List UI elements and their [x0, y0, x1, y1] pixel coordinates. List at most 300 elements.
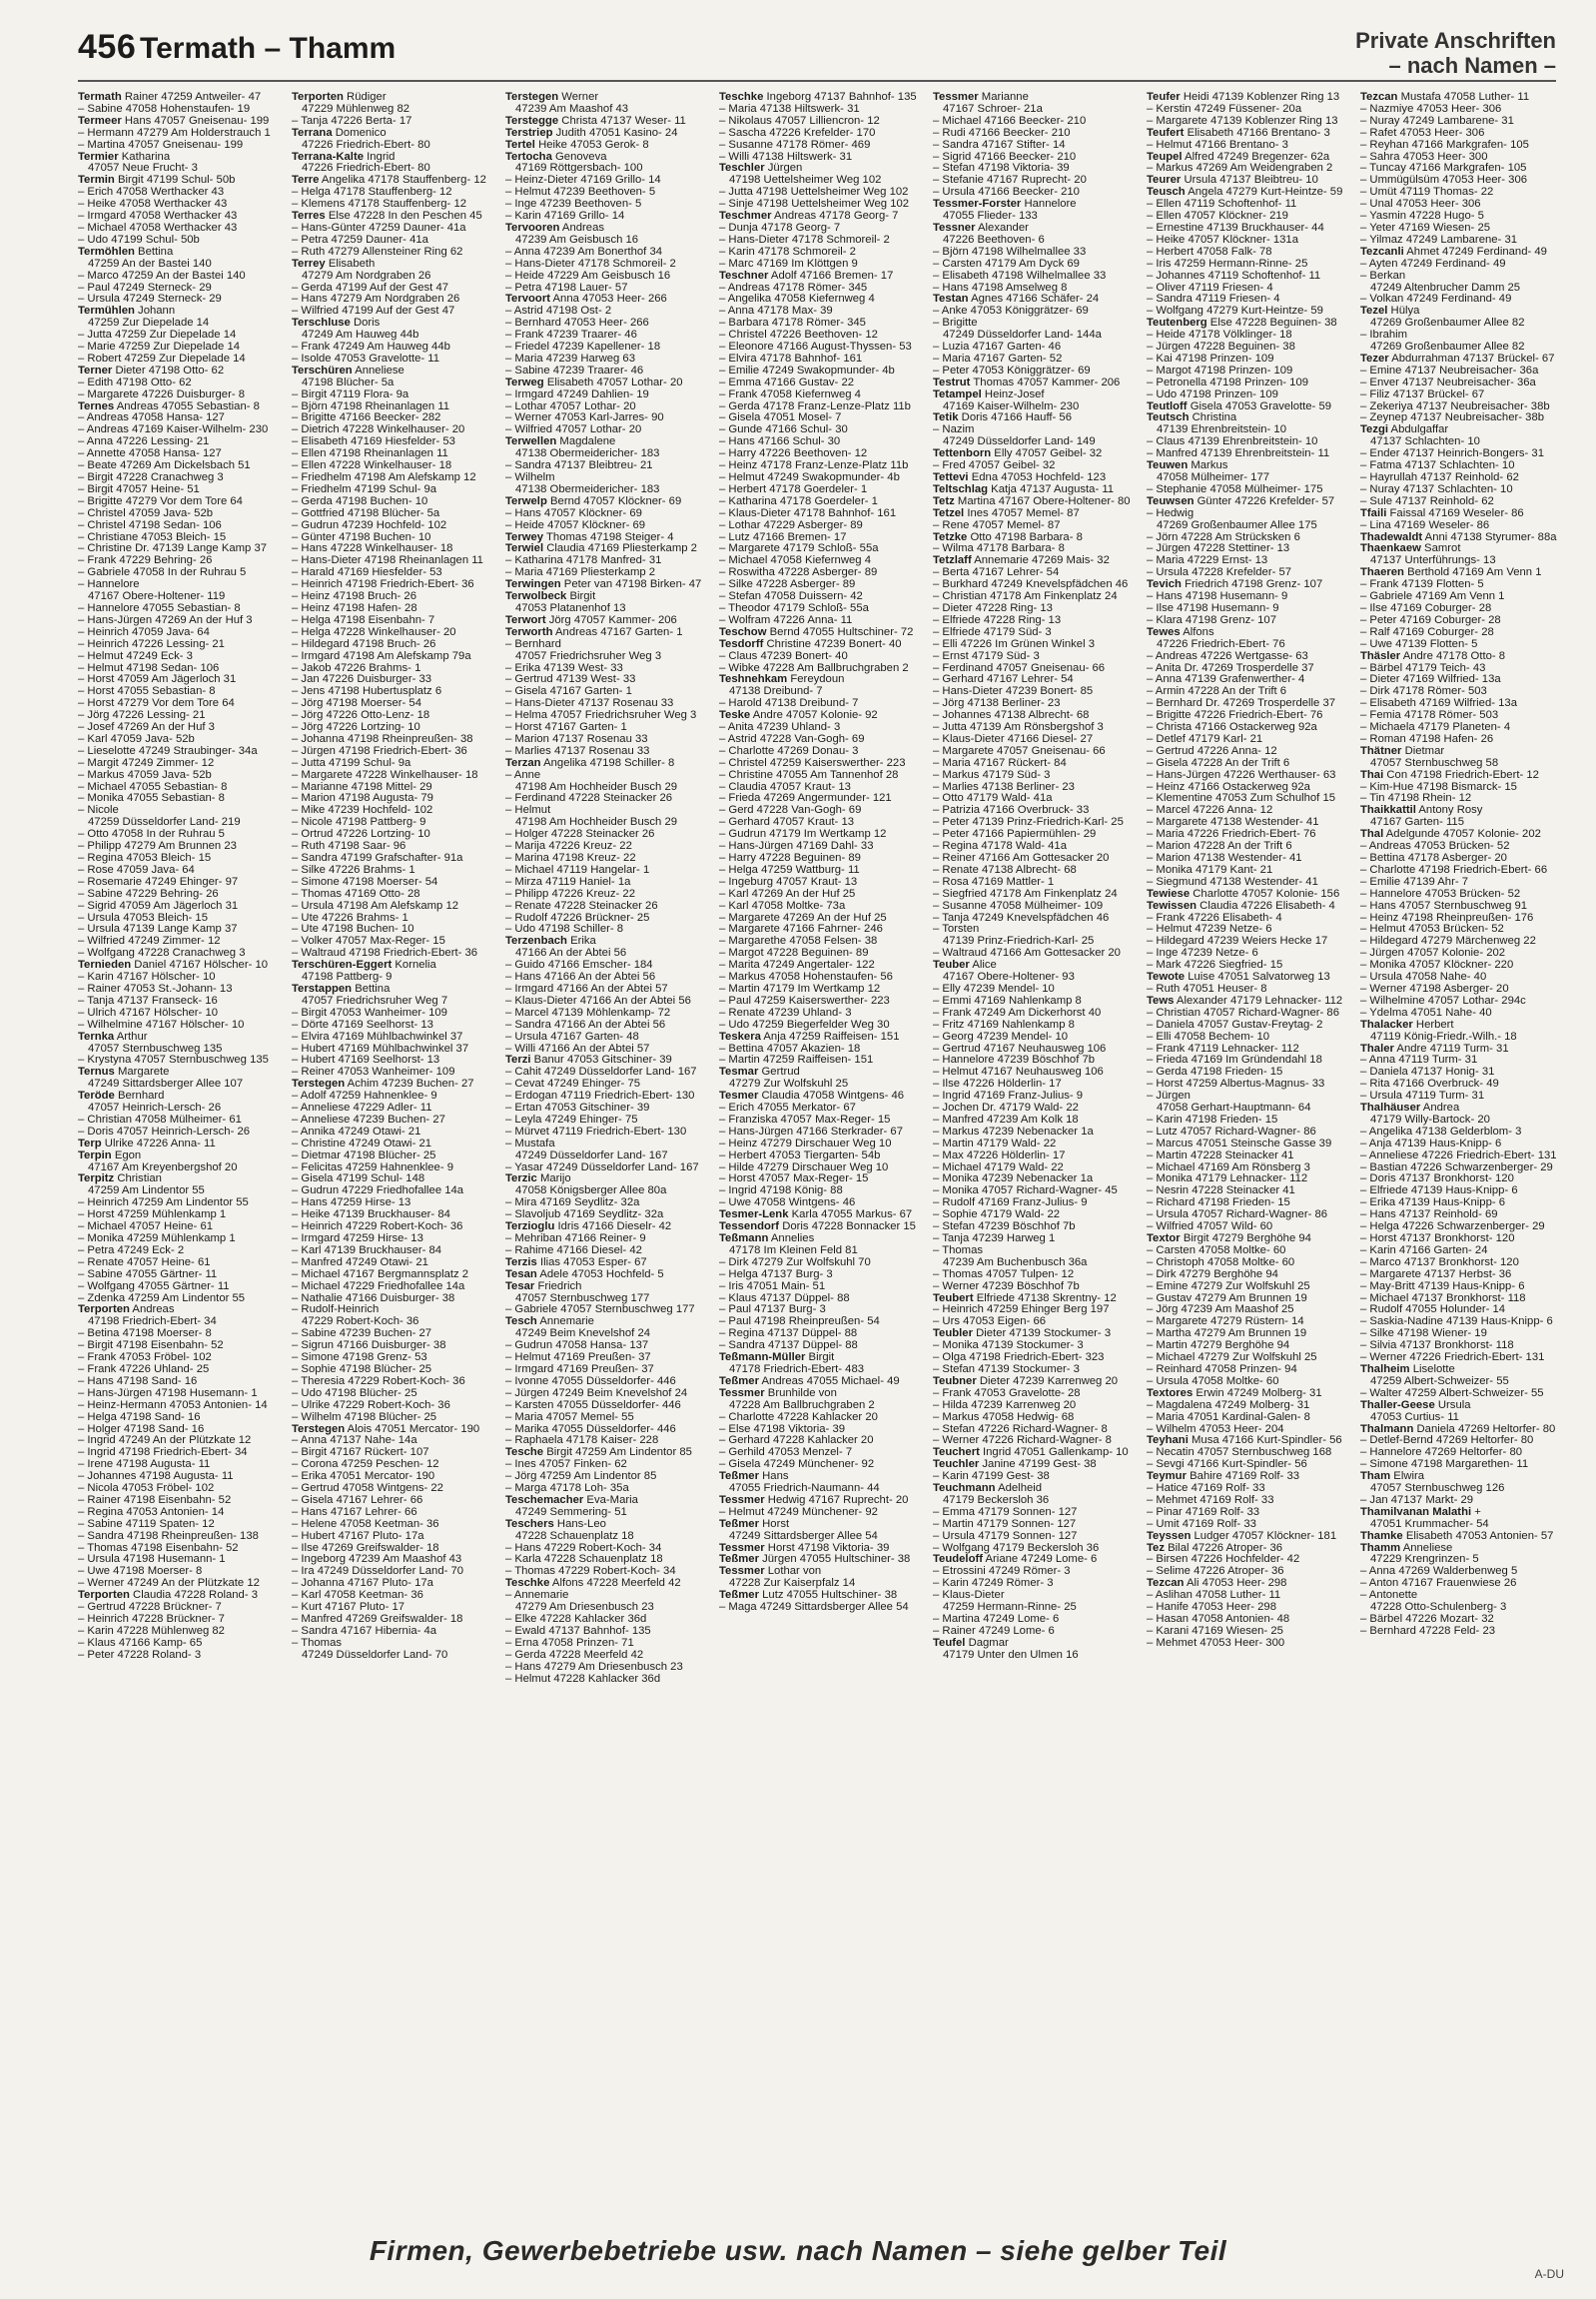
directory-entry: [719, 211, 919, 223]
entry-text: – Nazmiye 47053 Heer- 306: [1360, 103, 1502, 115]
directory-entry: [78, 651, 278, 663]
directory-entry: [78, 1103, 278, 1115]
directory-entry: [933, 841, 1133, 853]
entry-text: – Martin 47179 Sonnen- 127: [933, 1518, 1077, 1530]
entry-text: – Mark 47226 Siegfried- 15: [1147, 960, 1283, 972]
entry-text: – Dietmar 47198 Blücher- 25: [292, 1150, 436, 1161]
directory-entry: [78, 1162, 278, 1174]
directory-entry: [719, 936, 919, 948]
entry-text: – Marco 47259 An der Bastei 140: [78, 270, 246, 282]
directory-entry: [933, 1626, 1133, 1638]
entry-text: – Michael 47279 Zur Wolfskuhl 25: [1147, 1352, 1317, 1364]
surname: Teschers: [505, 1518, 554, 1530]
entry-text: Ahmet 47249 Ferdinand- 49: [1403, 246, 1547, 258]
directory-entry: [78, 235, 278, 247]
directory-entry: [505, 722, 705, 734]
entry-text: – Werner 47053 Karl-Jarres- 90: [505, 412, 664, 424]
entry-text: – Nuray 47137 Schlachten- 10: [1360, 483, 1513, 495]
directory-entry: [505, 1626, 705, 1638]
directory-entry: [719, 1566, 919, 1578]
directory-entry: [505, 1554, 705, 1566]
directory-entry: [933, 1554, 1133, 1566]
directory-entry: [292, 1257, 491, 1269]
entry-text: – Gabriele 47058 In der Ruhrau 5: [78, 567, 247, 579]
entry-text: – Rainer 47249 Lome- 6: [933, 1625, 1055, 1637]
directory-entry: [292, 1328, 491, 1340]
entry-text: – Tuncay 47166 Markgrafen- 105: [1360, 163, 1527, 175]
directory-entry: [719, 591, 919, 603]
entry-text: – Friedhelm 47199 Schul- 9a: [292, 483, 437, 495]
entry-text: – Helmut 47198 Sedan- 106: [78, 662, 220, 674]
directory-entry: [1147, 627, 1346, 639]
directory-entry: [505, 116, 705, 128]
directory-entry: [505, 306, 705, 318]
directory-entry: [933, 1650, 1133, 1662]
directory-entry: [78, 247, 278, 259]
directory-entry: [292, 1376, 491, 1388]
directory-entry: [719, 1554, 919, 1566]
directory-entry: [505, 865, 705, 877]
entry-text: – Jürgen 47198 Friedrich-Ebert- 36: [292, 745, 467, 757]
entry-text: – Manfred 47239 Am Kolk 18: [933, 1114, 1079, 1126]
surname: Tez: [1147, 1542, 1165, 1554]
entry-text: – Udo 47199 Schul- 50b: [78, 234, 200, 246]
directory-entry: [1147, 722, 1346, 734]
directory-entry: [292, 1638, 491, 1650]
directory-entry: [719, 401, 919, 413]
entry-text: – Willi 47138 Hiltswerk- 31: [719, 151, 853, 163]
entry-text: – Monika 47179 Lehnacker- 112: [1147, 1173, 1308, 1185]
directory-entry: [1360, 1590, 1560, 1602]
entry-text: – Iris 47051 Main- 51: [719, 1280, 826, 1292]
entry-text: – Heinz 47198 Rheinpreußen- 176: [1360, 912, 1534, 924]
entry-text: 47249 Düsseldorfer Land- 144a: [943, 330, 1102, 342]
entry-text: Bahire 47169 Rolf- 33: [1186, 1471, 1300, 1483]
entry-text: – Jutta 47199 Schul- 9a: [292, 757, 411, 769]
directory-entry: [1147, 378, 1346, 389]
entry-text: – Ayten 47249 Ferdinand- 49: [1360, 258, 1506, 270]
entry-text: – Dietrich 47228 Winkelhauser- 20: [292, 424, 465, 436]
directory-entry: [1147, 1233, 1346, 1245]
directory-entry: [719, 1185, 919, 1197]
entry-text: Doris: [350, 318, 381, 330]
directory-entry: [78, 1032, 278, 1044]
directory-entry: [1147, 1197, 1346, 1209]
directory-entry: [719, 448, 919, 460]
directory-entry: [1360, 817, 1560, 829]
entry-text: – Ute 47198 Buchen- 10: [292, 924, 414, 936]
directory-entry: [933, 805, 1133, 817]
directory-column: [1147, 92, 1346, 2219]
directory-entry: [1360, 412, 1560, 424]
directory-entry: [933, 1281, 1133, 1293]
entry-text: Achim 47239 Buchen- 27: [345, 1079, 474, 1091]
entry-text: 47179 Unter den Ulmen 16: [943, 1649, 1079, 1661]
entry-text: 47239 Am Buchenbusch 36a: [943, 1256, 1088, 1268]
directory-entry: [505, 948, 705, 960]
directory-entry: [292, 579, 491, 591]
entry-text: Günter 47226 Krefelder- 57: [1194, 495, 1335, 507]
directory-entry: [1360, 448, 1560, 460]
entry-text: Anna 47053 Heer- 266: [549, 294, 667, 306]
directory-entry: [719, 1233, 919, 1245]
surname: Thätner: [1360, 745, 1402, 757]
directory-entry: [78, 817, 278, 829]
entry-text: – Hans 47166 Schul- 30: [719, 436, 841, 448]
entry-text: – Hedwig: [1147, 507, 1195, 519]
entry-text: – Holger 47228 Steinacker 26: [505, 829, 655, 841]
directory-entry: [505, 1459, 705, 1471]
directory-entry: [1360, 1115, 1560, 1127]
entry-text: Hans 47057 Gneisenau- 199: [121, 115, 270, 127]
entry-text: – Sabine 47119 Spaten- 12: [78, 1518, 215, 1530]
directory-entry: [719, 330, 919, 342]
entry-text: – Horst 47059 Am Jägerloch 31: [78, 674, 237, 686]
entry-text: – Claus 47239 Bonert- 40: [719, 650, 848, 662]
entry-text: – Annemarie: [505, 1590, 569, 1602]
entry-text: Martina 47167 Obere-Holtener- 80: [954, 495, 1131, 507]
directory-entry: [719, 746, 919, 758]
directory-entry: [505, 1650, 705, 1662]
entry-text: – Horst 47137 Bronkhorst- 120: [1360, 1233, 1515, 1244]
entry-text: – Karin 47198 Frieden- 15: [1147, 1114, 1278, 1126]
entry-text: – Nicole: [78, 805, 119, 817]
directory-entry: [292, 1352, 491, 1364]
directory-entry: [1360, 1139, 1560, 1150]
directory-entry: [292, 1578, 491, 1590]
directory-entry: [1360, 1340, 1560, 1352]
surname: Teutenberg: [1147, 318, 1207, 330]
directory-entry: [933, 913, 1133, 925]
surname: Terporten: [78, 1590, 130, 1602]
surname: Tesan: [505, 1268, 537, 1280]
directory-entry: [292, 104, 491, 116]
entry-text: – Heinrich 47198 Friedrich-Ebert- 36: [292, 579, 474, 591]
entry-text: 47138 Obermeidericher- 183: [515, 448, 660, 460]
directory-entry: [505, 686, 705, 698]
entry-text: – Hannelore 47239 Böschhof 7b: [933, 1055, 1096, 1067]
entry-text: – Maria 47051 Kardinal-Galen- 8: [1147, 1411, 1310, 1423]
directory-entry: [505, 1483, 705, 1495]
directory-entry: [1360, 1578, 1560, 1590]
directory-entry: [719, 484, 919, 496]
directory-entry: [719, 1495, 919, 1507]
entry-text: – Holger 47198 Sand- 16: [78, 1423, 205, 1435]
entry-text: Andre 47057 Kolonie- 92: [750, 710, 878, 722]
entry-text: Samrot: [1420, 543, 1461, 555]
entry-text: – Margarete 47179 Schloß- 55a: [719, 543, 879, 555]
entry-text: – Hans-Jürgen 47226 Werthauser- 63: [1147, 769, 1336, 781]
entry-text: – Nathalie 47166 Duisburger- 38: [292, 1292, 455, 1304]
entry-text: – Ruth 47198 Saar- 96: [292, 841, 406, 853]
directory-entry: [933, 484, 1133, 496]
directory-entry: [1147, 936, 1346, 948]
entry-text: – Helmut: [505, 805, 551, 817]
entry-text: – Helmut 47169 Preußen- 37: [505, 1352, 651, 1364]
entry-text: – Michael 47058 Werthacker 43: [78, 222, 238, 234]
directory-entry: [1360, 793, 1560, 805]
directory-entry: [933, 532, 1133, 544]
directory-entry: [505, 152, 705, 164]
entry-text: – Sigrid 47166 Beecker- 210: [933, 151, 1077, 163]
entry-text: – Markus 47058 Hohenstaufen- 56: [719, 972, 893, 984]
directory-entry: [1147, 710, 1346, 722]
entry-text: – Johanna 47167 Pluto- 17a: [292, 1578, 433, 1590]
entry-text: – Wilfried 47199 Auf der Gest 47: [292, 306, 455, 318]
directory-entry: [719, 984, 919, 996]
directory-entry: [1147, 1602, 1346, 1614]
entry-text: – Hans-Jürgen 47198 Husemann- 1: [78, 1387, 258, 1399]
directory-entry: [719, 1304, 919, 1316]
surname: Testan: [933, 294, 969, 306]
directory-entry: [719, 460, 919, 472]
entry-text: 47057 Heinrich-Lersch- 26: [88, 1103, 222, 1115]
entry-text: – Rudi 47166 Beecker- 210: [933, 127, 1071, 139]
directory-entry: [292, 1173, 491, 1185]
directory-entry: [292, 805, 491, 817]
surname: Teufel: [933, 1637, 966, 1649]
directory-entry: [505, 591, 705, 603]
directory-entry: [719, 603, 919, 615]
surname: Tertocha: [505, 151, 552, 163]
entry-text: – Frank 47053 Gravelotte- 28: [933, 1387, 1081, 1399]
entry-text: – Monika 47055 Sebastian- 8: [78, 793, 225, 805]
entry-text: – Markus 47058 Hedwig- 68: [933, 1411, 1075, 1423]
entry-text: Bernd 47057 Klöckner- 69: [546, 495, 682, 507]
directory-entry: [292, 1602, 491, 1614]
directory-entry: [292, 1590, 491, 1602]
entry-text: – Christine 47055 Am Tannenhof 28: [719, 769, 899, 781]
directory-entry: [719, 1091, 919, 1103]
entry-text: Hülya: [1387, 306, 1420, 318]
entry-text: 47057 Sternbuschweg 177: [515, 1292, 650, 1304]
directory-entry: [1360, 472, 1560, 484]
surname: Teupel: [1147, 151, 1183, 163]
entry-text: – Stefan 47139 Stockumer- 3: [933, 1363, 1080, 1375]
entry-text: 47228 Am Ballbruchgraben 2: [729, 1399, 875, 1411]
entry-text: – Anita Dr. 47269 Trosperdelle 37: [1147, 662, 1314, 674]
directory-entry: [933, 627, 1133, 639]
entry-text: – Marga 47178 Loh- 35a: [505, 1483, 629, 1495]
entry-text: – Mira 47169 Seydlitz- 32a: [505, 1197, 640, 1209]
directory-entry: [292, 793, 491, 805]
entry-text: – Friedel 47239 Kapellener- 18: [505, 342, 661, 354]
entry-text: 47178 Friedrich-Ebert- 483: [729, 1363, 865, 1375]
entry-text: – Jörn 47228 Am Strücksken 6: [1147, 531, 1300, 543]
entry-text: – Horst 47057 Max-Reger- 15: [719, 1173, 869, 1185]
directory-entry: [1147, 460, 1346, 472]
directory-entry: [78, 1008, 278, 1020]
directory-entry: [933, 853, 1133, 865]
entry-text: Luise 47051 Salvatorweg 13: [1185, 972, 1330, 984]
directory-entry: [1147, 734, 1346, 746]
directory-entry: [933, 1173, 1133, 1185]
surname: Terrana-Kalte: [292, 151, 364, 163]
entry-text: – Helga 47198 Eisenbahn- 7: [292, 614, 435, 626]
directory-entry: [292, 140, 491, 152]
entry-text: – Ingrid 47169 Franz-Julius- 9: [933, 1091, 1084, 1103]
surname: Terstegen: [505, 92, 559, 103]
entry-text: – Rosemarie 47249 Ehinger- 97: [78, 876, 239, 888]
directory-entry: [78, 283, 278, 295]
entry-text: – Wolfram 47226 Anna- 11: [719, 614, 853, 626]
entry-text: 47249 Düsseldorfer Land- 167: [515, 1150, 668, 1161]
entry-text: – Wilhelm: [505, 472, 555, 483]
entry-text: – Burkhard 47249 Knevelspfädchen 46: [933, 579, 1129, 591]
directory-entry: [78, 948, 278, 960]
directory-entry: [1147, 1471, 1346, 1483]
entry-text: – Michael 47057 Heine- 61: [78, 1221, 214, 1233]
entry-text: Ingrid: [364, 151, 396, 163]
directory-entry: [1360, 460, 1560, 472]
entry-text: – Rudolf 47226 Brückner- 25: [505, 912, 650, 924]
directory-entry: [1360, 746, 1560, 758]
entry-text: – Ursula 47228 Krefelder- 57: [1147, 567, 1292, 579]
entry-text: – Sandra 47198 Rheinpreußen- 138: [78, 1530, 259, 1542]
directory-columns: [78, 92, 1566, 2219]
directory-entry: [933, 472, 1133, 484]
directory-entry: [505, 235, 705, 247]
entry-text: – Marco 47137 Bronkhorst- 120: [1360, 1256, 1519, 1268]
entry-text: Thomas 47198 Steiger- 4: [543, 531, 674, 543]
entry-text: – Gisela 47199 Schul- 148: [292, 1173, 425, 1185]
directory-entry: [292, 1055, 491, 1067]
directory-entry: [1360, 579, 1560, 591]
entry-text: 47226 Friedrich-Ebert- 76: [1157, 638, 1285, 650]
directory-entry: [933, 1044, 1133, 1056]
surname: Ternes: [78, 400, 115, 412]
directory-entry: [1360, 1483, 1560, 1495]
entry-text: – Anneliese 47226 Friedrich-Ebert- 131: [1360, 1150, 1557, 1161]
entry-text: – Heinrich 47059 Java- 64: [78, 626, 210, 638]
entry-text: – Ruth 47279 Allensteiner Ring 62: [292, 246, 463, 258]
entry-text: – Petra 47259 Dauner- 41a: [292, 234, 428, 246]
directory-entry: [1360, 615, 1560, 627]
directory-entry: [505, 378, 705, 389]
entry-text: – Hannelore: [78, 579, 140, 591]
region-code: A-DU: [1534, 2267, 1564, 2281]
directory-entry: [505, 960, 705, 972]
directory-entry: [505, 1400, 705, 1412]
directory-entry: [505, 996, 705, 1008]
directory-entry: [1147, 271, 1346, 283]
directory-entry: [78, 1115, 278, 1127]
directory-entry: [78, 567, 278, 579]
directory-entry: [933, 1139, 1133, 1150]
entry-text: Musa 47166 Kurt-Spindler- 56: [1188, 1435, 1342, 1447]
entry-text: – Ivonne 47055 Düsseldorfer- 446: [505, 1375, 676, 1387]
entry-text: – Inge 47239 Netze- 6: [1147, 948, 1258, 960]
entry-text: – Heinrich 47259 Am Lindentor 55: [78, 1197, 249, 1209]
directory-entry: [292, 1008, 491, 1020]
directory-entry: [719, 793, 919, 805]
entry-text: – Hildegard 47198 Bruch- 26: [292, 638, 436, 650]
entry-text: – Uwe 47058 Wintgens- 46: [719, 1197, 856, 1209]
entry-text: – Irmgard 47169 Preußen- 37: [505, 1363, 654, 1375]
entry-text: – Helene 47058 Keetman- 36: [292, 1518, 439, 1530]
directory-entry: [719, 1340, 919, 1352]
entry-text: – Walter 47259 Albert-Schweizer- 55: [1360, 1387, 1544, 1399]
entry-text: – Stephanie 47058 Mülheimer- 175: [1147, 483, 1323, 495]
surname: Terpin: [78, 1150, 112, 1161]
entry-text: 47249 Beim Knevelshof 24: [515, 1328, 651, 1340]
entry-text: – Anita 47239 Uhland- 3: [719, 722, 841, 734]
surname: Thaler: [1360, 1043, 1394, 1055]
entry-text: – Tanja 47239 Harweg 1: [933, 1233, 1056, 1244]
directory-entry: [1147, 1304, 1346, 1316]
directory-entry: [505, 567, 705, 579]
entry-text: – Nicola 47053 Fröbel- 102: [78, 1483, 215, 1495]
entry-text: – Jörg 47226 Lessing- 21: [78, 710, 206, 722]
surname: Tewes: [1147, 626, 1181, 638]
directory-entry: [78, 1638, 278, 1650]
entry-text: 47269 Großenbaumer Allee 175: [1157, 519, 1317, 531]
entry-text: – Frank 47139 Flotten- 5: [1360, 579, 1484, 591]
entry-text: – Christian 47057 Richard-Wagner- 86: [1147, 1007, 1339, 1019]
directory-entry: [933, 460, 1133, 472]
entry-text: – Berta 47167 Lehrer- 54: [933, 567, 1060, 579]
surname: Terworth: [505, 626, 553, 638]
entry-text: – Helga 47198 Sand- 16: [78, 1411, 201, 1423]
directory-entry: [505, 412, 705, 424]
entry-text: – Frieda 47169 Im Gründendahl 18: [1147, 1055, 1322, 1067]
entry-text: – Dörte 47169 Seelhorst- 13: [292, 1019, 433, 1031]
surname: Teymur: [1147, 1471, 1187, 1483]
directory-entry: [933, 1566, 1133, 1578]
directory-entry: [1360, 1055, 1560, 1067]
surname: Thaikkattil: [1360, 805, 1416, 817]
directory-entry: [1147, 235, 1346, 247]
entry-text: – Marlies 47138 Berliner- 23: [933, 781, 1075, 793]
directory-entry: [292, 1495, 491, 1507]
directory-entry: [78, 472, 278, 484]
entry-text: – Mike 47239 Hochfeld- 102: [292, 805, 433, 817]
surname: Tezer: [1360, 353, 1389, 365]
surname: Teschke: [505, 1578, 550, 1590]
surname: Tevich: [1147, 579, 1182, 591]
entry-text: Annemarie 47269 Mais- 32: [971, 555, 1110, 567]
surname: Terzi: [505, 1055, 531, 1067]
entry-text: Andreas 47178 Georg- 7: [771, 211, 899, 223]
directory-column: [933, 92, 1133, 2219]
entry-text: – Birgit 47057 Heine- 51: [78, 483, 200, 495]
entry-text: – Silke 47198 Wiener- 19: [1360, 1328, 1487, 1340]
directory-entry: [505, 782, 705, 794]
directory-entry: [719, 520, 919, 532]
directory-entry: [78, 128, 278, 140]
directory-entry: [933, 211, 1133, 223]
entry-text: – Birgit 47228 Cranachweg 3: [78, 472, 224, 483]
directory-entry: [933, 817, 1133, 829]
entry-text: – Michael 47179 Wald- 22: [933, 1161, 1064, 1173]
directory-entry: [719, 853, 919, 865]
entry-text: 47228 Schauenplatz 18: [515, 1530, 634, 1542]
surname: Tetzlaff: [933, 555, 972, 567]
directory-entry: [78, 1209, 278, 1221]
entry-text: – Bettina 47178 Asberger- 20: [1360, 853, 1507, 864]
directory-entry: [78, 520, 278, 532]
entry-text: – Detlef-Bernd 47269 Heltorfer- 80: [1360, 1435, 1534, 1447]
entry-text: Katja 47137 Augusta- 11: [988, 483, 1115, 495]
entry-text: 47226 Friedrich-Ebert- 80: [302, 139, 430, 151]
directory-entry: [719, 128, 919, 140]
directory-entry: [1360, 1495, 1560, 1507]
entry-text: Domenico: [332, 127, 387, 139]
directory-entry: [1147, 92, 1346, 104]
surname: Thalmann: [1360, 1423, 1414, 1435]
entry-text: – Krystyna 47057 Sternbuschweg 135: [78, 1055, 269, 1067]
directory-entry: [1360, 924, 1560, 936]
